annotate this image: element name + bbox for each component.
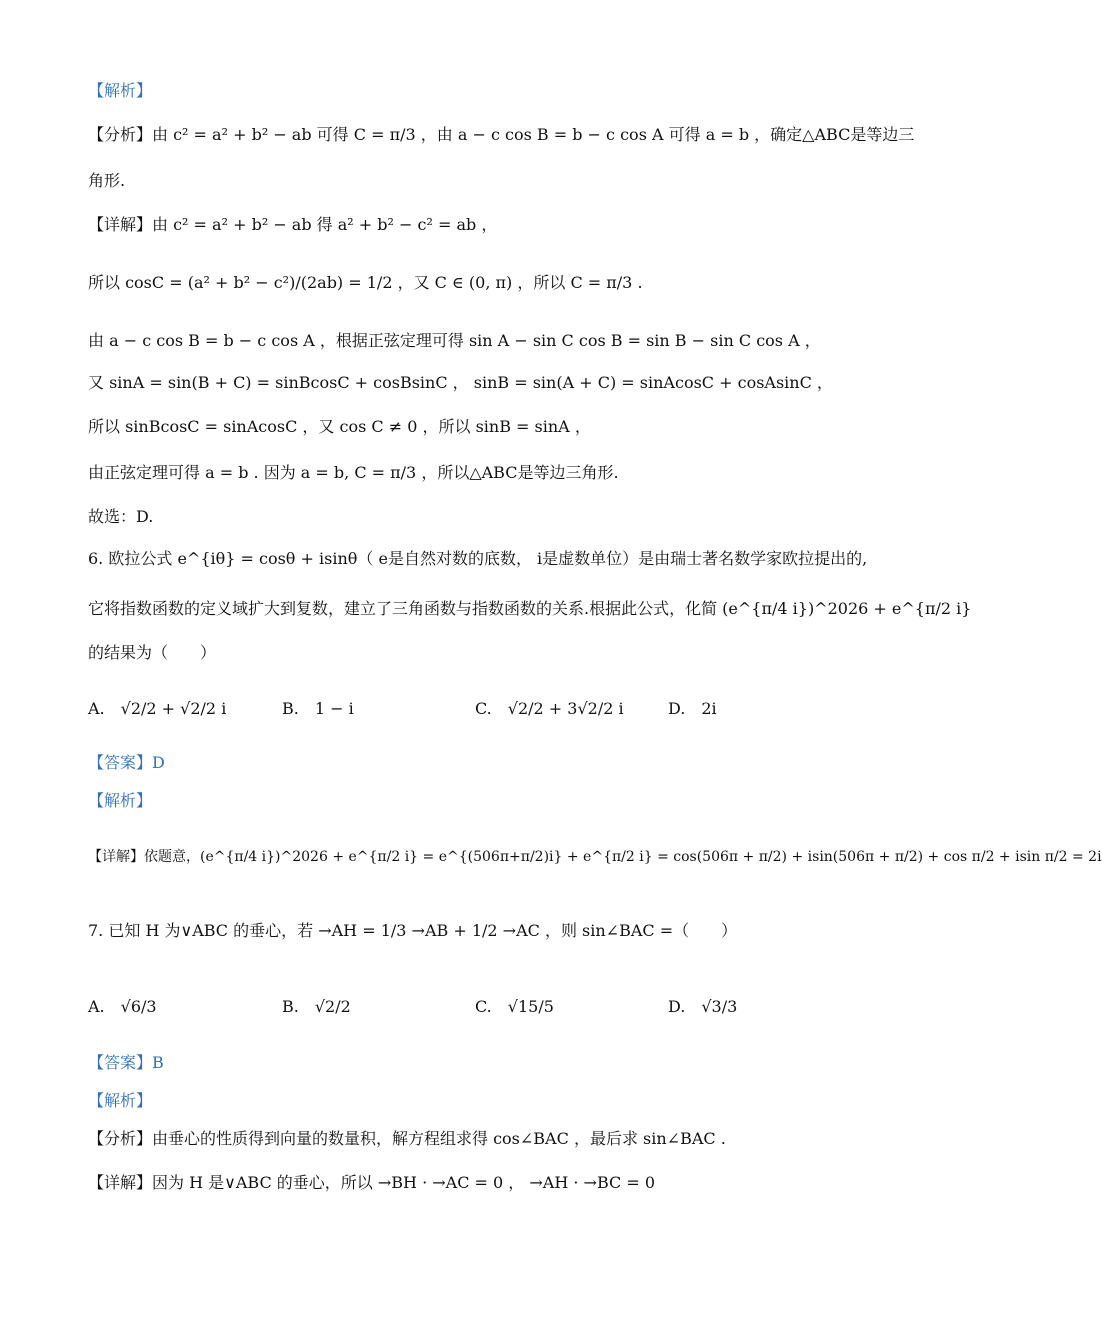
q6-option-a: A. √2/2 + √2/2 i [88, 699, 227, 718]
q6-stem-line-1: 6. 欧拉公式 e^{iθ} = cosθ + isinθ（ e是自然对数的底数， i是虚数单位）是由瑞士著名数学家欧拉提出的, [88, 549, 868, 568]
analysis-label: 【解析】 [88, 81, 153, 100]
q6-analysis-label: 【解析】 [88, 791, 153, 810]
detail-line-1: 【详解】由 c² = a² + b² − ab 得 a² + b² − c² = ab ， [88, 215, 498, 234]
q6-answer: 【答案】D [88, 753, 165, 772]
detail-line-4: 又 sinA = sin(B + C) = sinBcosC + cosBsinC ， sinB = sin(A + C) = sinAcosC + cosAsinC ， [88, 373, 833, 392]
q6-option-d: D. 2i [668, 699, 717, 718]
choice-result: 故选：D. [88, 507, 154, 526]
analysis-text-cont: 角形. [88, 171, 126, 190]
detail-line-5: 所以 sinBcosC = sinAcosC ，又 cos C ≠ 0 ，所以 sinB = sinA ， [88, 417, 591, 436]
q6-option-b: B. 1 − i [282, 699, 354, 718]
q6-option-c: C. √2/2 + 3√2/2 i [475, 699, 624, 718]
q7-stem: 7. 已知 H 为∨ABC 的垂心，若 →AH = 1/3 →AB + 1/2 →AC ，则 sin∠BAC =（ ） [88, 921, 738, 940]
q7-detail: 【详解】因为 H 是∨ABC 的垂心，所以 →BH · →AC = 0 ， →AH · →BC = 0 [88, 1173, 656, 1192]
q7-answer: 【答案】B [88, 1053, 164, 1072]
q7-option-a: A. √6/3 [88, 997, 157, 1016]
detail-line-2: 所以 cosC = (a² + b² − c²)/(2ab) = 1/2 ，又 C ∈ (0, π) ，所以 C = π/3 . [88, 273, 643, 292]
detail-line-3: 由 a − c cos B = b − c cos A ，根据正弦定理可得 sin A − sin C cos B = sin B − sin C cos A ， [88, 331, 821, 350]
q7-analysis-label: 【解析】 [88, 1091, 153, 1110]
q7-option-b: B. √2/2 [282, 997, 351, 1016]
q6-stem-line-2: 它将指数函数的定义域扩大到复数，建立了三角函数与指数函数的关系.根据此公式，化简 (e^{π/4 i})^2026 + e^{π/2 i} [88, 599, 972, 618]
q6-stem-line-3: 的结果为（ ） [88, 643, 217, 662]
q6-detail: 【详解】依题意，(e^{π/4 i})^2026 + e^{π/2 i} = e^{(506π+π/2)i} + e^{π/2 i} = cos(506π + π/2) + isin(506π + π/2) + cos π/2 + isin π/2 = 2i [88, 849, 1102, 865]
q7-analysis-text: 【分析】由垂心的性质得到向量的数量积，解方程组求得 cos∠BAC ，最后求 sin∠BAC . [88, 1129, 726, 1148]
q7-option-d: D. √3/3 [668, 997, 738, 1016]
analysis-text: 【分析】由 c² = a² + b² − ab 可得 C = π/3 ，由 a − c cos B = b − c cos A 可得 a = b ，确定△ABC是等边三 [88, 125, 915, 144]
q7-option-c: C. √15/5 [475, 997, 554, 1016]
detail-line-6: 由正弦定理可得 a = b . 因为 a = b, C = π/3 ，所以△ABC是等边三角形. [88, 463, 619, 482]
